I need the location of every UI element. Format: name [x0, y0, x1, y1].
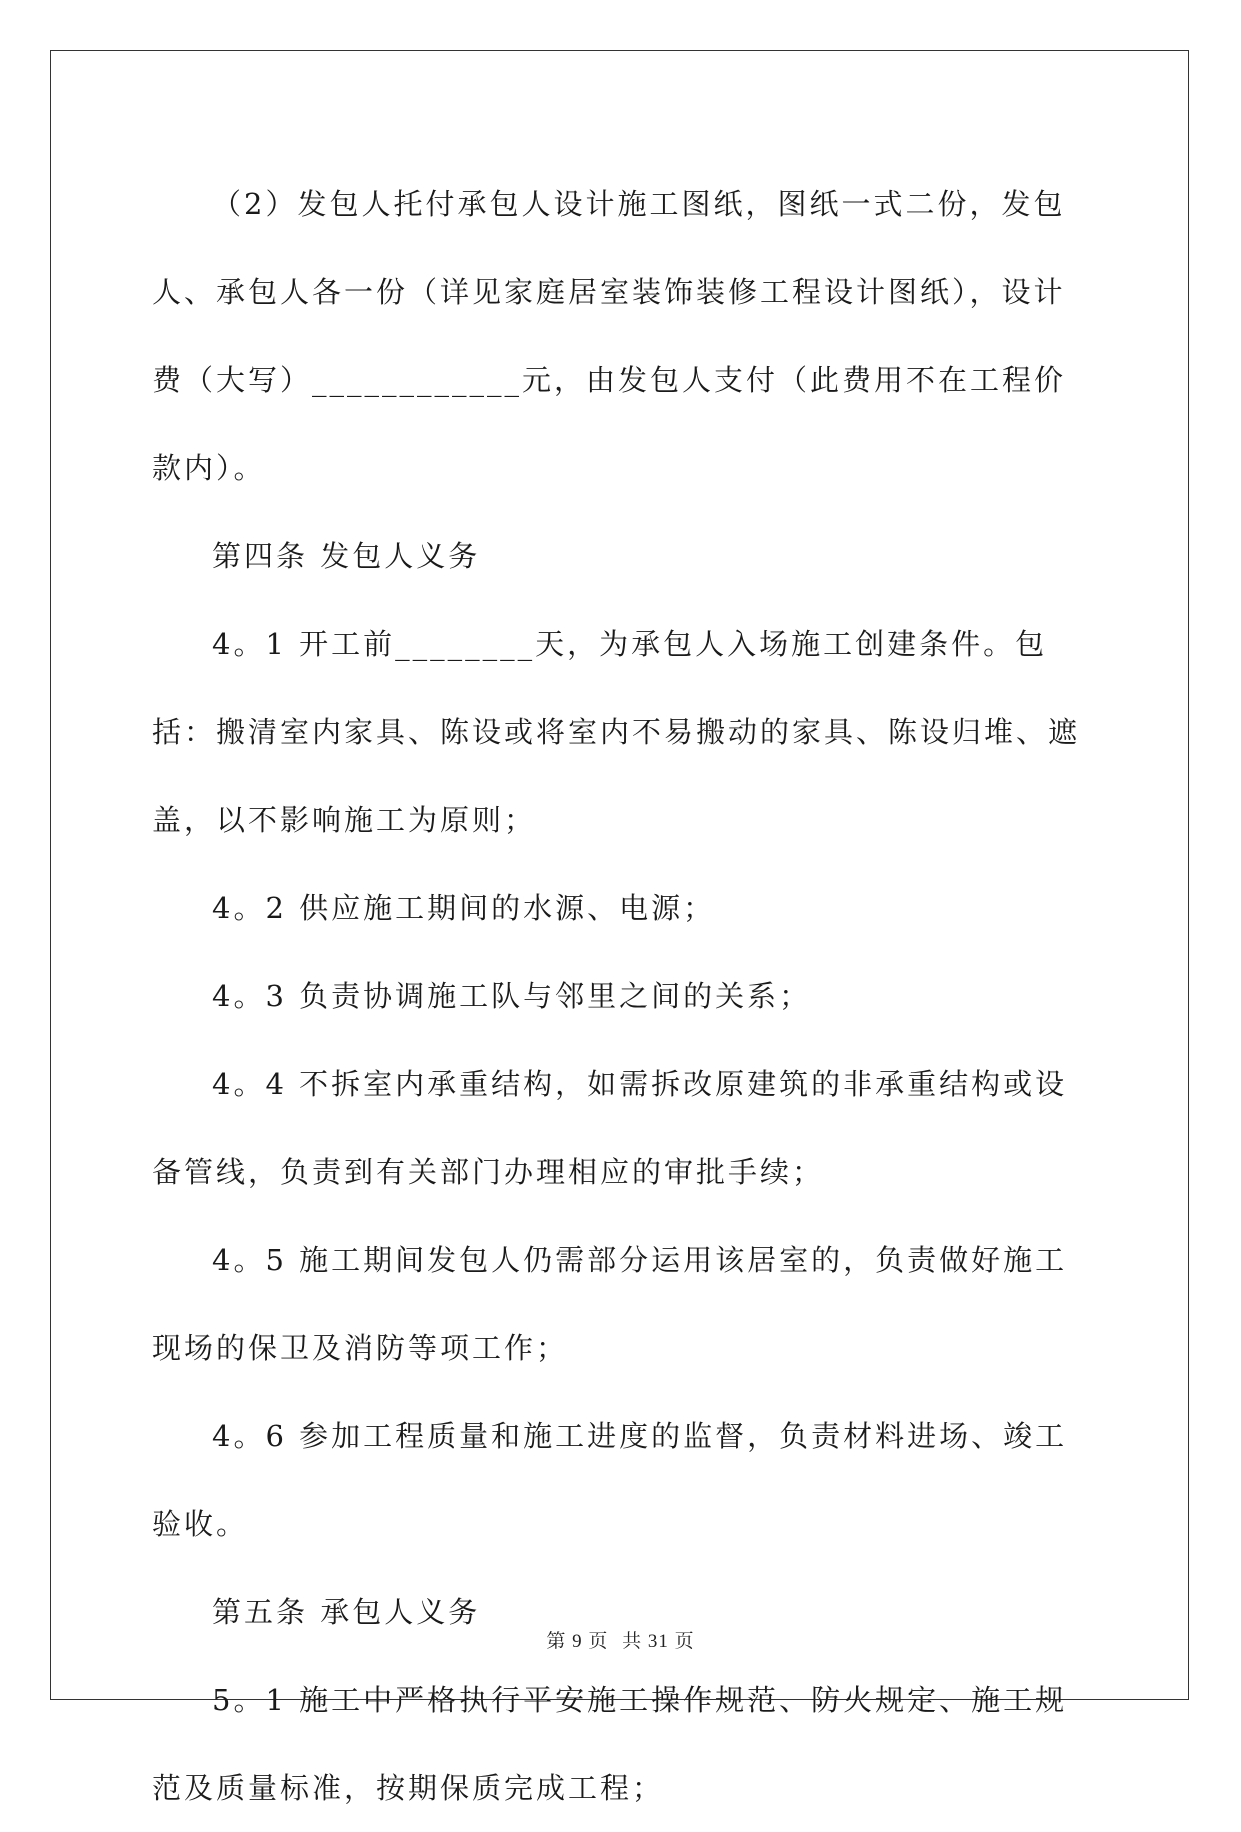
document-body	[152, 160, 1092, 1832]
paragraph-4-3: 4。3 负责协调施工队与邻里之间的关系；	[212, 979, 812, 1013]
paragraph-4-4: 4。4 不拆室内承重结构，如需拆改原建筑的非承重结构或设备管线，负责到有关部门办理相应的审批手续；	[152, 1067, 1068, 1189]
paragraph-4-2: 4。2 供应施工期间的水源、电源；	[212, 891, 716, 925]
paragraph-4-5: 4。5 施工期间发包人仍需部分运用该居室的，负责做好施工现场的保卫及消防等项工作；	[152, 1243, 1068, 1365]
current-page-label: 第 9 页	[546, 1631, 609, 1652]
page-footer	[0, 1626, 1241, 1653]
paragraph-design-fee: （2）发包人托付承包人设计施工图纸，图纸一式二份，发包人、承包人各一份（详见家庭居室装饰装修工程设计图纸），设计费（大写）____________元，由发包人支付（此费用不在工程价款内）。	[152, 187, 1067, 485]
section-heading-article-5: 第五条 承包人义务	[212, 1595, 481, 1629]
section-heading-article-4: 第四条 发包人义务	[212, 539, 481, 573]
paragraph-4-6: 4。6 参加工程质量和施工进度的监督，负责材料进场、竣工验收。	[152, 1419, 1068, 1541]
paragraph-4-1: 4。1 开工前________天，为承包人入场施工创建条件。包括：搬清室内家具、陈设或将室内不易搬动的家具、陈设归堆、遮盖，以不影响施工为原则；	[152, 627, 1081, 837]
paragraph-5-1: 5。1 施工中严格执行平安施工操作规范、防火规定、施工规范及质量标准，按期保质完成工程；	[152, 1683, 1068, 1805]
total-pages-label: 共 31 页	[622, 1631, 695, 1652]
